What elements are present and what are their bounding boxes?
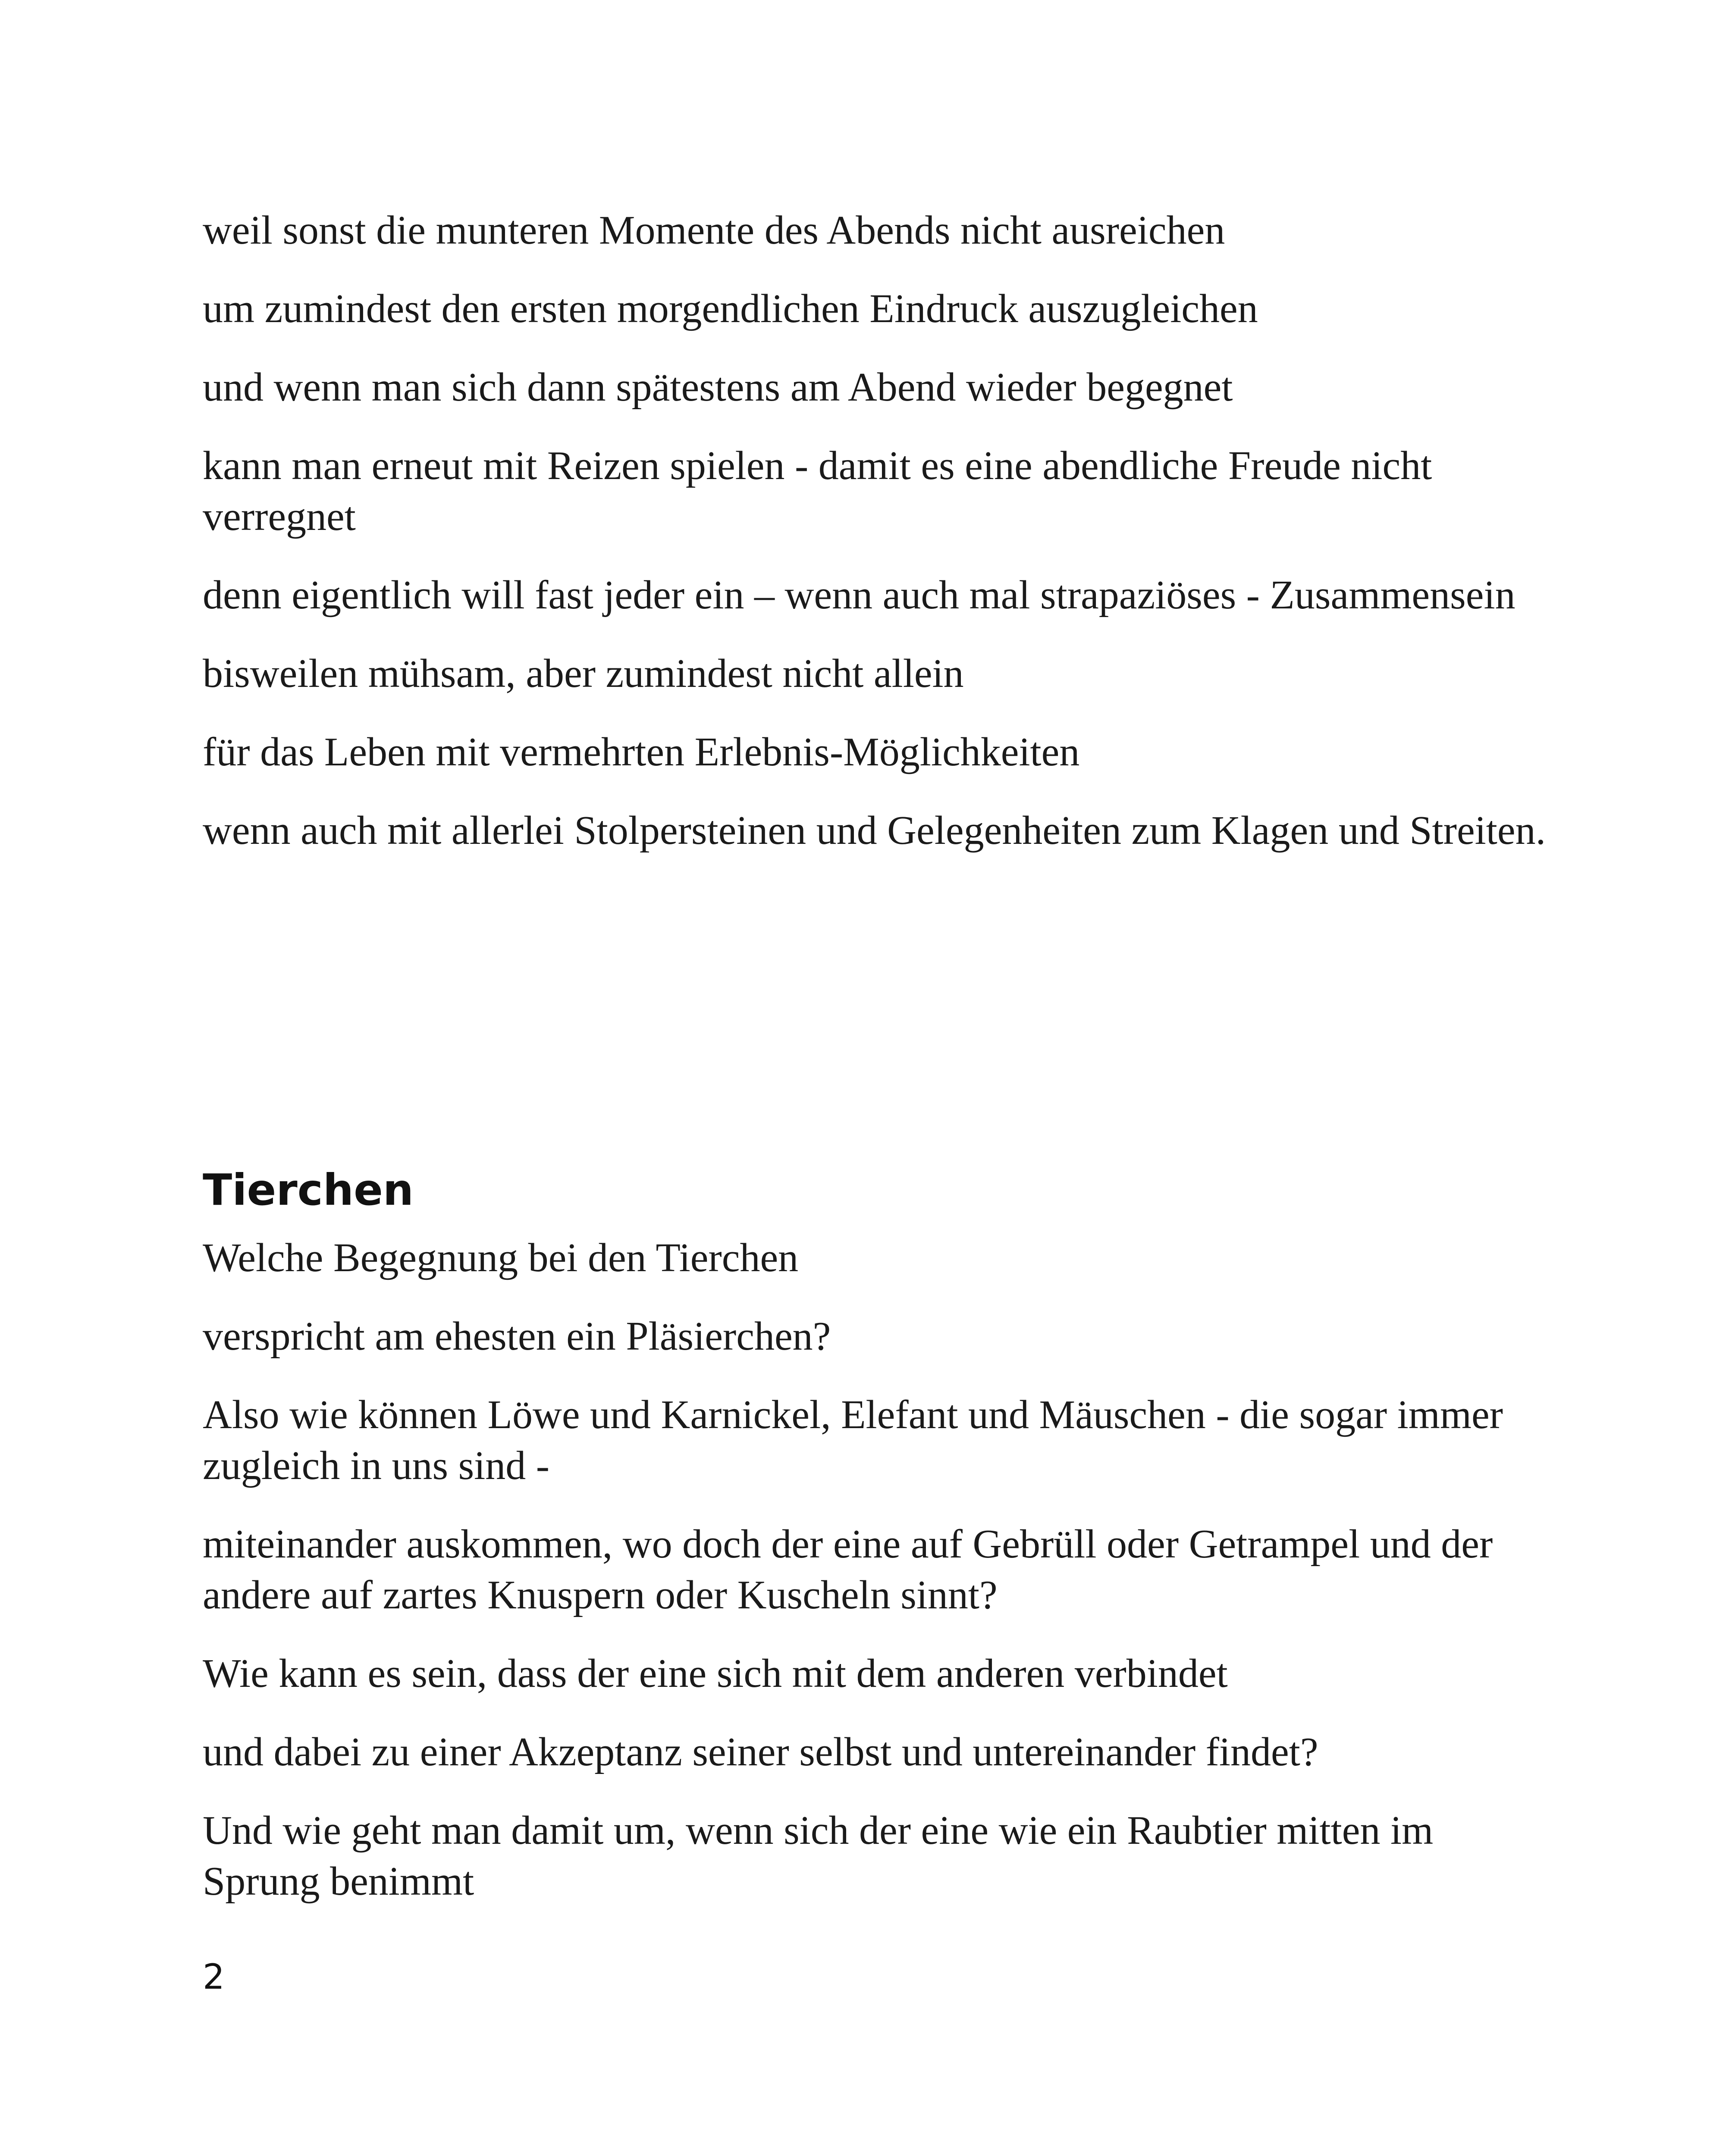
- verse-line: bisweilen mühsam, aber zumindest nicht allein: [203, 651, 964, 696]
- verse-line: und wenn man sich dann spätestens am Abend wieder begegnet: [203, 365, 1233, 410]
- verse-line: verspricht am ehesten ein Pläsierchen?: [203, 1314, 831, 1359]
- section-heading: Tierchen: [203, 1165, 414, 1215]
- verse-line: um zumindest den ersten morgendlichen Eindruck auszugleichen: [203, 286, 1258, 331]
- verse-line: Und wie geht man damit um, wenn sich der eine wie ein Raubtier mitten im Sprung benimmt: [203, 1808, 1434, 1904]
- verse-line: für das Leben mit vermehrten Erlebnis-Möglichkeiten: [203, 730, 1080, 774]
- verse-line: miteinander auskommen, wo doch der eine auf Gebrüll oder Getrampel und der andere auf zartes Knuspern oder Kuscheln sinnt?: [203, 1522, 1493, 1617]
- verse-line: Wie kann es sein, dass der eine sich mit dem anderen verbindet: [203, 1651, 1228, 1696]
- poem-tierchen: [203, 1232, 1548, 1907]
- verse-line: Welche Begegnung bei den Tierchen: [203, 1235, 799, 1280]
- verse-line: weil sonst die munteren Momente des Abends nicht ausreichen: [203, 208, 1225, 253]
- verse-line: denn eigentlich will fast jeder ein – wenn auch mal strapaziöses - Zusammensein: [203, 573, 1516, 617]
- verse-line: wenn auch mit allerlei Stolpersteinen und Gelegenheiten zum Klagen und Streiten.: [203, 808, 1546, 853]
- verse-line: Also wie können Löwe und Karnickel, Elefant und Mäuschen - die sogar immer zugleich in uns sind -: [203, 1392, 1503, 1488]
- verse-line: und dabei zu einer Akzeptanz seiner selbst und untereinander findet?: [203, 1730, 1318, 1774]
- verse-line: kann man erneut mit Reizen spielen - damit es eine abendliche Freude nicht verregnet: [203, 443, 1432, 539]
- poem-continuation: [203, 205, 1548, 856]
- page-number: 2: [203, 1957, 225, 1997]
